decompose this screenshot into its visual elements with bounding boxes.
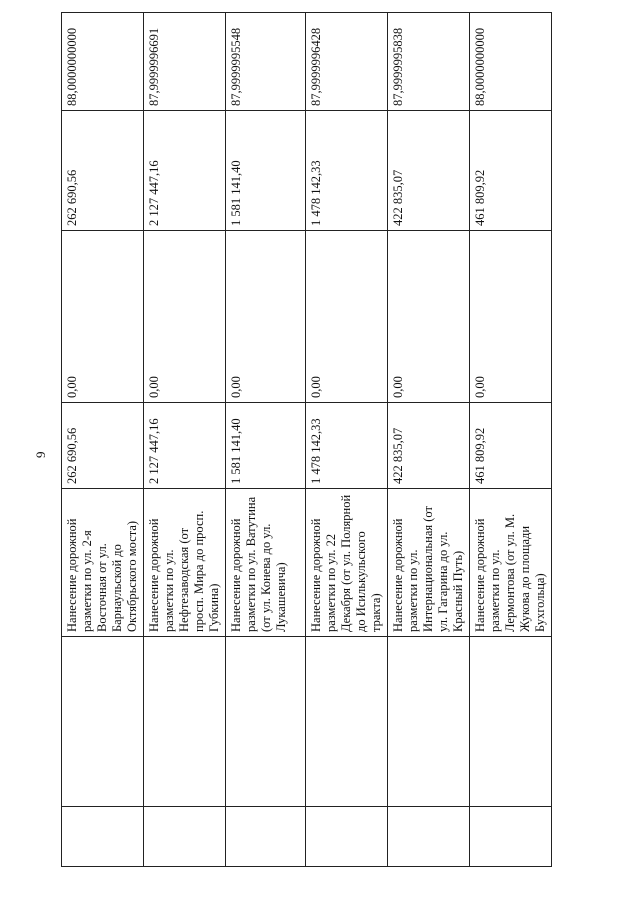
total-cell: 461 809,92 xyxy=(470,111,552,231)
zero-cell: 0,00 xyxy=(388,231,470,403)
total-cell: 1 581 141,40 xyxy=(226,111,306,231)
table-row xyxy=(306,13,388,867)
empty-cell-1 xyxy=(226,807,306,867)
amount-cell: 2 127 447,16 xyxy=(144,403,226,489)
zero-cell: 0,00 xyxy=(470,231,552,403)
budget-table xyxy=(61,12,552,867)
total-cell: 2 127 447,16 xyxy=(144,111,226,231)
empty-cell-2 xyxy=(144,637,226,807)
work-description-cell: Нанесение дорожной разметки по ул. Лермонтова (от ул. М. Жукова до площади Бухгольца) xyxy=(470,489,552,637)
work-description-cell: Нанесение дорожной разметки по ул. Интернациональная (от ул. Гагарина до ул. Красный Путь) xyxy=(388,489,470,637)
amount-cell: 422 835,07 xyxy=(388,403,470,489)
empty-cell-2 xyxy=(470,637,552,807)
amount-cell: 1 581 141,40 xyxy=(226,403,306,489)
table-row xyxy=(144,13,226,867)
empty-cell-2 xyxy=(62,637,144,807)
empty-cell-1 xyxy=(388,807,470,867)
percent-cell: 88,0000000000 xyxy=(470,13,552,111)
zero-cell: 0,00 xyxy=(62,231,144,403)
table-row xyxy=(388,13,470,867)
total-cell: 1 478 142,33 xyxy=(306,111,388,231)
amount-cell: 262 690,56 xyxy=(62,403,144,489)
work-description-cell: Нанесение дорожной разметки по ул. Нефтезаводская (от просп. Мира до просп. Губкина) xyxy=(144,489,226,637)
percent-cell: 87,9999995548 xyxy=(226,13,306,111)
empty-cell-1 xyxy=(470,807,552,867)
empty-cell-2 xyxy=(388,637,470,807)
table-row xyxy=(470,13,552,867)
total-cell: 422 835,07 xyxy=(388,111,470,231)
zero-cell: 0,00 xyxy=(226,231,306,403)
table-row xyxy=(226,13,306,867)
percent-cell: 87,9999996691 xyxy=(144,13,226,111)
page-number: 9 xyxy=(33,451,48,458)
empty-cell-2 xyxy=(226,637,306,807)
empty-cell-1 xyxy=(306,807,388,867)
percent-cell: 87,9999996428 xyxy=(306,13,388,111)
table-row xyxy=(62,13,144,867)
zero-cell: 0,00 xyxy=(144,231,226,403)
work-description-cell: Нанесение дорожной разметки по ул. Ватутина (от ул. Конева до ул. Лукашевича) xyxy=(226,489,306,637)
work-description-cell: Нанесение дорожной разметки по ул. 22 Декабря (от ул. Полярной до Исилькульского тракта) xyxy=(306,489,388,637)
work-description-cell: Нанесение дорожной разметки по ул. 2-я Восточная от ул. Барнаульской до Октябрьского моста) xyxy=(62,489,144,637)
percent-cell: 88,0000000000 xyxy=(62,13,144,111)
amount-cell: 461 809,92 xyxy=(470,403,552,489)
amount-cell: 1 478 142,33 xyxy=(306,403,388,489)
empty-cell-1 xyxy=(144,807,226,867)
empty-cell-2 xyxy=(306,637,388,807)
zero-cell: 0,00 xyxy=(306,231,388,403)
total-cell: 262 690,56 xyxy=(62,111,144,231)
percent-cell: 87,9999995838 xyxy=(388,13,470,111)
empty-cell-1 xyxy=(62,807,144,867)
